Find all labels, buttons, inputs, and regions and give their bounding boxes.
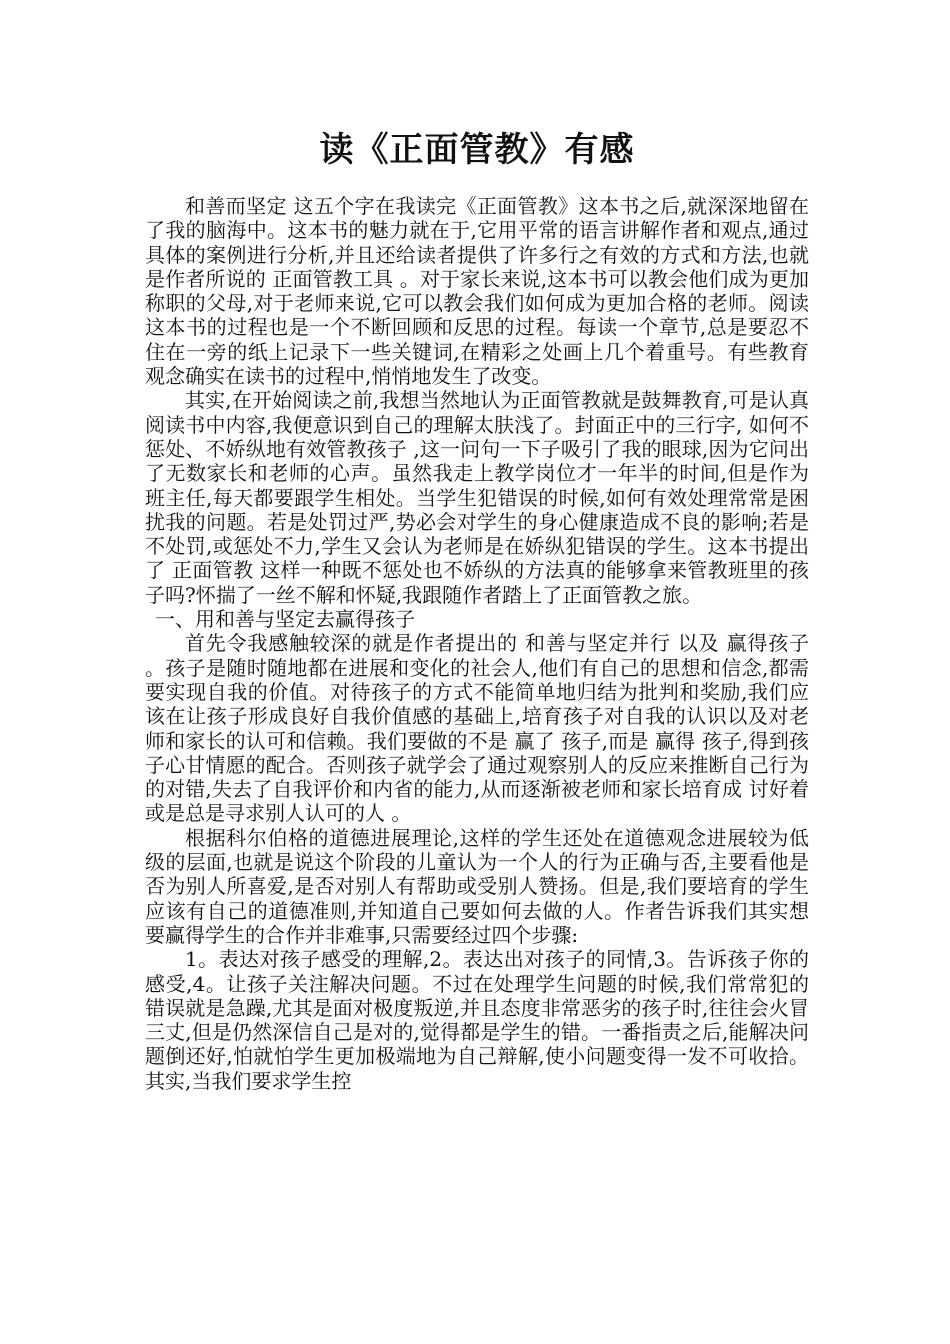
- page-title: 读《正面管教》有感: [319, 130, 635, 170]
- paragraph: 根据科尔伯格的道德进展理论,这样的学生还处在道德观念进展较为低级的层面,也就是说这个阶段的儿童认为一个人的行为正确与否,主要看他是否为别人所喜爱,是否对别人有帮助或受别人赞扬。但是,我们要培育的学生应该有自己的道德准则,并知道自己要如何去做的人。作者告诉我们其实想要赢得学生的合作并非难事,只需要经过四个步骤:: [145, 825, 809, 947]
- paragraph: 首先令我感触较深的就是作者提出的 和善与坚定并行 以及 赢得孩子 。孩子是随时随地都在进展和变化的社会人,他们有自己的思想和信念,都需要实现自我的价值。对待孩子的方式不能简单地归结为批判和奖励,我们应该在让孩子形成良好自我价值感的基础上,培育孩子对自我的认识以及对老师和家长的认可和信赖。我们要做的不是 赢了 孩子,而是 赢得 孩子,得到孩子心甘情愿的配合。否则孩子就学会了通过观察别人的反应来推断自己行为的对错,失去了自我评价和内省的能力,从而逐渐被老师和家长培育成 讨好着 或是总是寻求别人认可的人 。: [145, 631, 809, 826]
- document-page: [145, 124, 809, 1093]
- section-heading: 一、用和善与坚定去赢得孩子: [155, 607, 415, 632]
- paragraph: 和善而坚定 这五个字在我读完《正面管教》这本书之后,就深深地留在了我的脑海中。这本书的魅力就在于,它用平常的语言讲解作者和观点,通过具体的案例进行分析,并且还给读者提供了许多行之有效的方式和方法,也就是作者所说的 正面管教工具 。对于家长来说,这本书可以教会他们成为更加称职的父母,对于老师来说,它可以教会我们如何成为更加合格的老师。阅读这本书的过程也是一个不断回顾和反思的过程。每读一个章节,总是要忍不住在一旁的纸上记录下一些关键词,在精彩之处画上几个着重号。有些教育观念确实在读书的过程中,悄悄地发生了改变。: [145, 194, 809, 389]
- paragraph: 其实,在开始阅读之前,我想当然地认为正面管教就是鼓舞教育,可是认真阅读书中内容,我便意识到自己的理解太肤浅了。封面正中的三行字, 如何不惩处、不娇纵地有效管教孩子 ,这一问句一下子吸引了我的眼球,因为它问出了无数家长和老师的心声。虽然我走上教学岗位才一年半的时间,但是作为班主任,每天都要跟学生相处。当学生犯错误的时候,如何有效处理常常是困扰我的问题。若是处罚过严,势必会对学生的身心健康造成不良的影响;若是不处罚,或惩处不力,学生又会认为老师是在娇纵犯错误的学生。这本书提出了 正面管教 这样一种既不惩处也不娇纵的方法真的能够拿来管教班里的孩子吗?怀揣了一丝不解和怀疑,我跟随作者踏上了正面管教之旅。: [145, 388, 809, 607]
- document-body: [145, 194, 809, 1093]
- paragraph: 1。表达对孩子感受的理解,2。表达出对孩子的同情,3。告诉孩子你的感受,4。让孩子关注解决问题。不过在处理学生问题的时候,我们常常犯的错误就是急躁,尤其是面对极度叛逆,并且态度非常恶劣的孩子时,往往会火冒三丈,但是仍然深信自己是对的,觉得都是学生的错。一番指责之后,能解决问题倒还好,怕就怕学生更加极端地为自己辩解,使小问题变得一发不可收拾。其实,当我们要求学生控: [145, 947, 809, 1093]
